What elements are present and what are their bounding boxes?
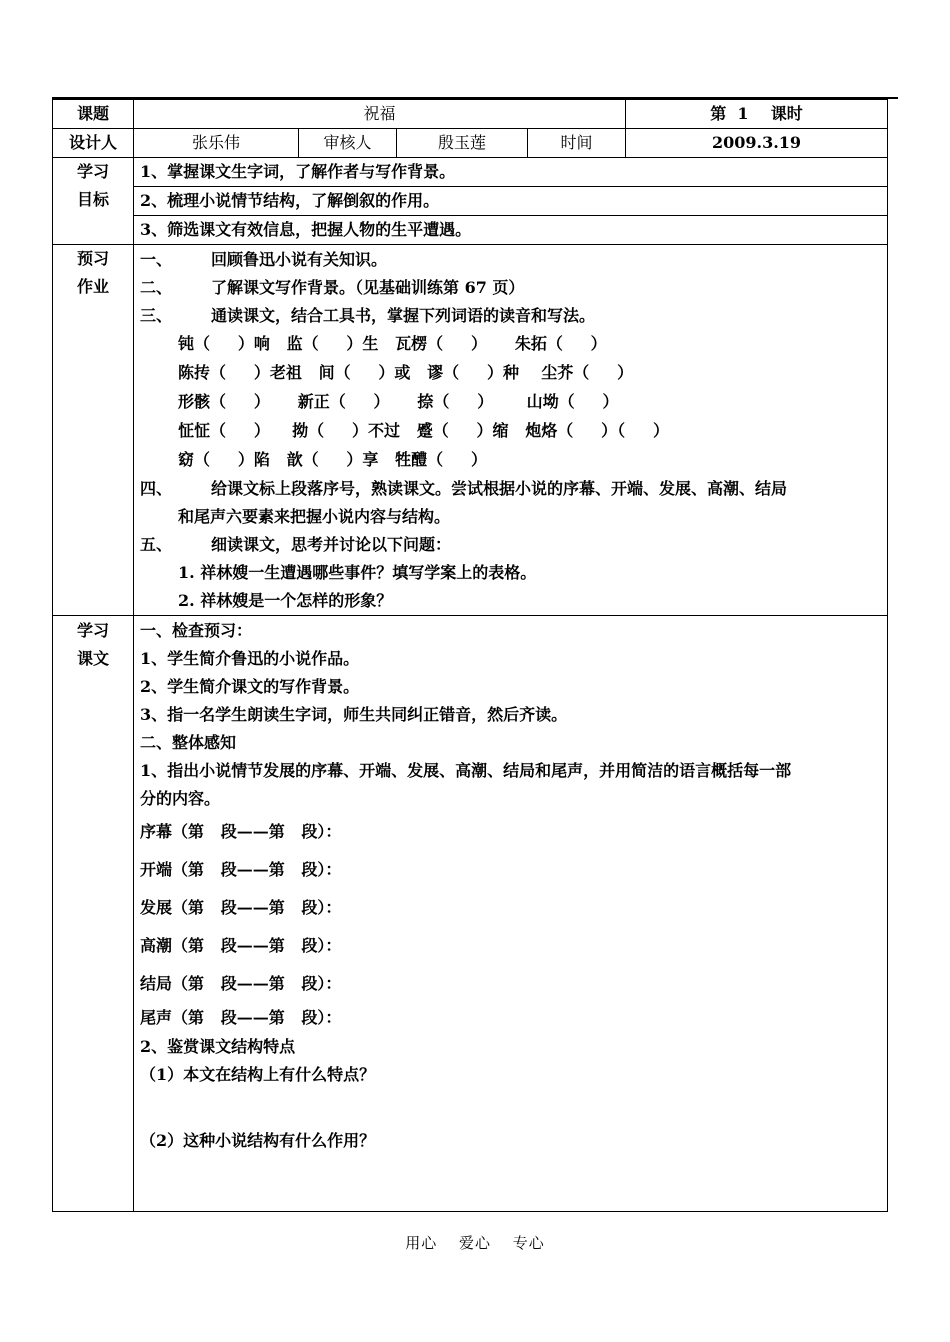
lesson-number: 第 1 课时 [626,100,888,129]
study-line-3: 2、学生简介课文的写作背景。 [140,677,360,696]
part-beginning: 开端（第 段——第 段）： [140,860,342,879]
goal-item-1: 1、掌握课文生字词，了解作者与写作背景。 [134,158,888,187]
preview-item-1: 一、 回顾鲁迅小说有关知识。 [140,250,387,269]
study-line-8: 2、鉴赏课文结构特点 [140,1037,296,1056]
date-value: 2009.3.19 [626,129,888,158]
study-content [134,616,888,1212]
part-development: 发展（第 段——第 段）： [140,898,342,917]
row-designer [53,129,888,158]
goal-item-3: 3、筛选课文有效信息，把握人物的生平遭遇。 [134,216,888,245]
study-line-1: 一、检查预习： [140,621,253,640]
vocab-line-4: 怔怔（ ） 拗（ ）不过 蹙（ ）缩 炮烙（ ）（ ） [178,421,669,440]
preview-item-3: 三、 通读课文，结合工具书，掌握下列词语的读音和写法。 [140,306,595,325]
goals-label-line2: 目标 [76,190,109,209]
study-label-line1: 学习 [76,621,109,640]
goals-label [53,158,134,245]
preview-item-5: 五、 细读课文，思考并讨论以下问题： [140,535,451,554]
topic-value: 祝福 [134,100,626,129]
goal-item-2: 2、梳理小说情节结构，了解倒叙的作用。 [134,187,888,216]
study-question-1: （1）本文在结构上有什么特点？ [140,1065,376,1084]
preview-question-2: 2. 祥林嫂是一个怎样的形象？ [178,591,393,610]
designer-label: 设计人 [53,129,134,158]
goals-label-line1: 学习 [76,162,109,181]
study-line-2: 1、学生简介鲁迅的小说作品。 [140,649,360,668]
goal-row-2 [53,187,888,216]
topic-label: 课题 [53,100,134,129]
study-line-6: 1、指出小说情节发展的序幕、开端、发展、高潮、结局和尾声，并用简洁的语言概括每一部 [140,761,792,780]
row-topic [53,100,888,129]
part-epilogue: 尾声（第 段——第 段）： [140,1008,342,1027]
time-label: 时间 [528,129,626,158]
study-label-line2: 课文 [76,649,109,668]
preview-item-4b: 和尾声六要素来把握小说内容与结构。 [178,507,451,526]
study-line-5: 二、整体感知 [140,733,237,752]
preview-label-line1: 预习 [76,249,109,268]
part-prologue: 序幕（第 段——第 段）： [140,822,342,841]
goal-row-3 [53,216,888,245]
part-ending: 结局（第 段——第 段）： [140,974,342,993]
preview-row [53,245,888,616]
preview-item-4a: 四、 给课文标上段落序号，熟读课文。尝试根据小说的序幕、开端、发展、高潮、结局 [140,479,787,498]
preview-label-line2: 作业 [76,277,109,296]
study-question-2: （2）这种小说结构有什么作用？ [140,1131,376,1150]
study-line-4: 3、指一名学生朗读生字词，师生共同纠正错音，然后齐读。 [140,705,568,724]
footer-word-2: 爱心 [458,1234,491,1252]
preview-content [134,245,888,616]
footer-word-1: 用心 [405,1234,438,1252]
study-label [53,616,134,1212]
part-climax: 高潮（第 段——第 段）： [140,936,342,955]
vocab-line-1: 钝（ ）响 监（ ）生 瓦楞（ ） 朱拓（ ） [178,334,607,353]
study-line-7: 分的内容。 [140,789,221,808]
preview-item-2: 二、 了解课文写作背景。（见基础训练第 67 页） [140,278,525,297]
page-footer [0,1232,950,1253]
answer-space-1 [140,1089,881,1127]
study-row [53,616,888,1212]
designer-name: 张乐伟 [134,129,299,158]
lesson-plan-table [52,99,888,1212]
preview-question-1: 1. 祥林嫂一生遭遇哪些事件？填写学案上的表格。 [178,563,537,582]
footer-word-3: 专心 [512,1234,545,1252]
vocab-line-5: 窈（ ）陷 歆（ ）享 牲醴（ ） [178,450,487,469]
vocab-line-3: 形骸（ ） 新正（ ） 捺（ ） 山坳（ ） [178,392,619,411]
goal-row-1 [53,158,888,187]
reviewer-label: 审核人 [299,129,397,158]
vocab-line-2: 陈抟（ ）老祖 间（ ）或 谬（ ）种 尘芥（ ） [178,363,634,382]
preview-label [53,245,134,616]
reviewer-name: 殷玉莲 [397,129,528,158]
